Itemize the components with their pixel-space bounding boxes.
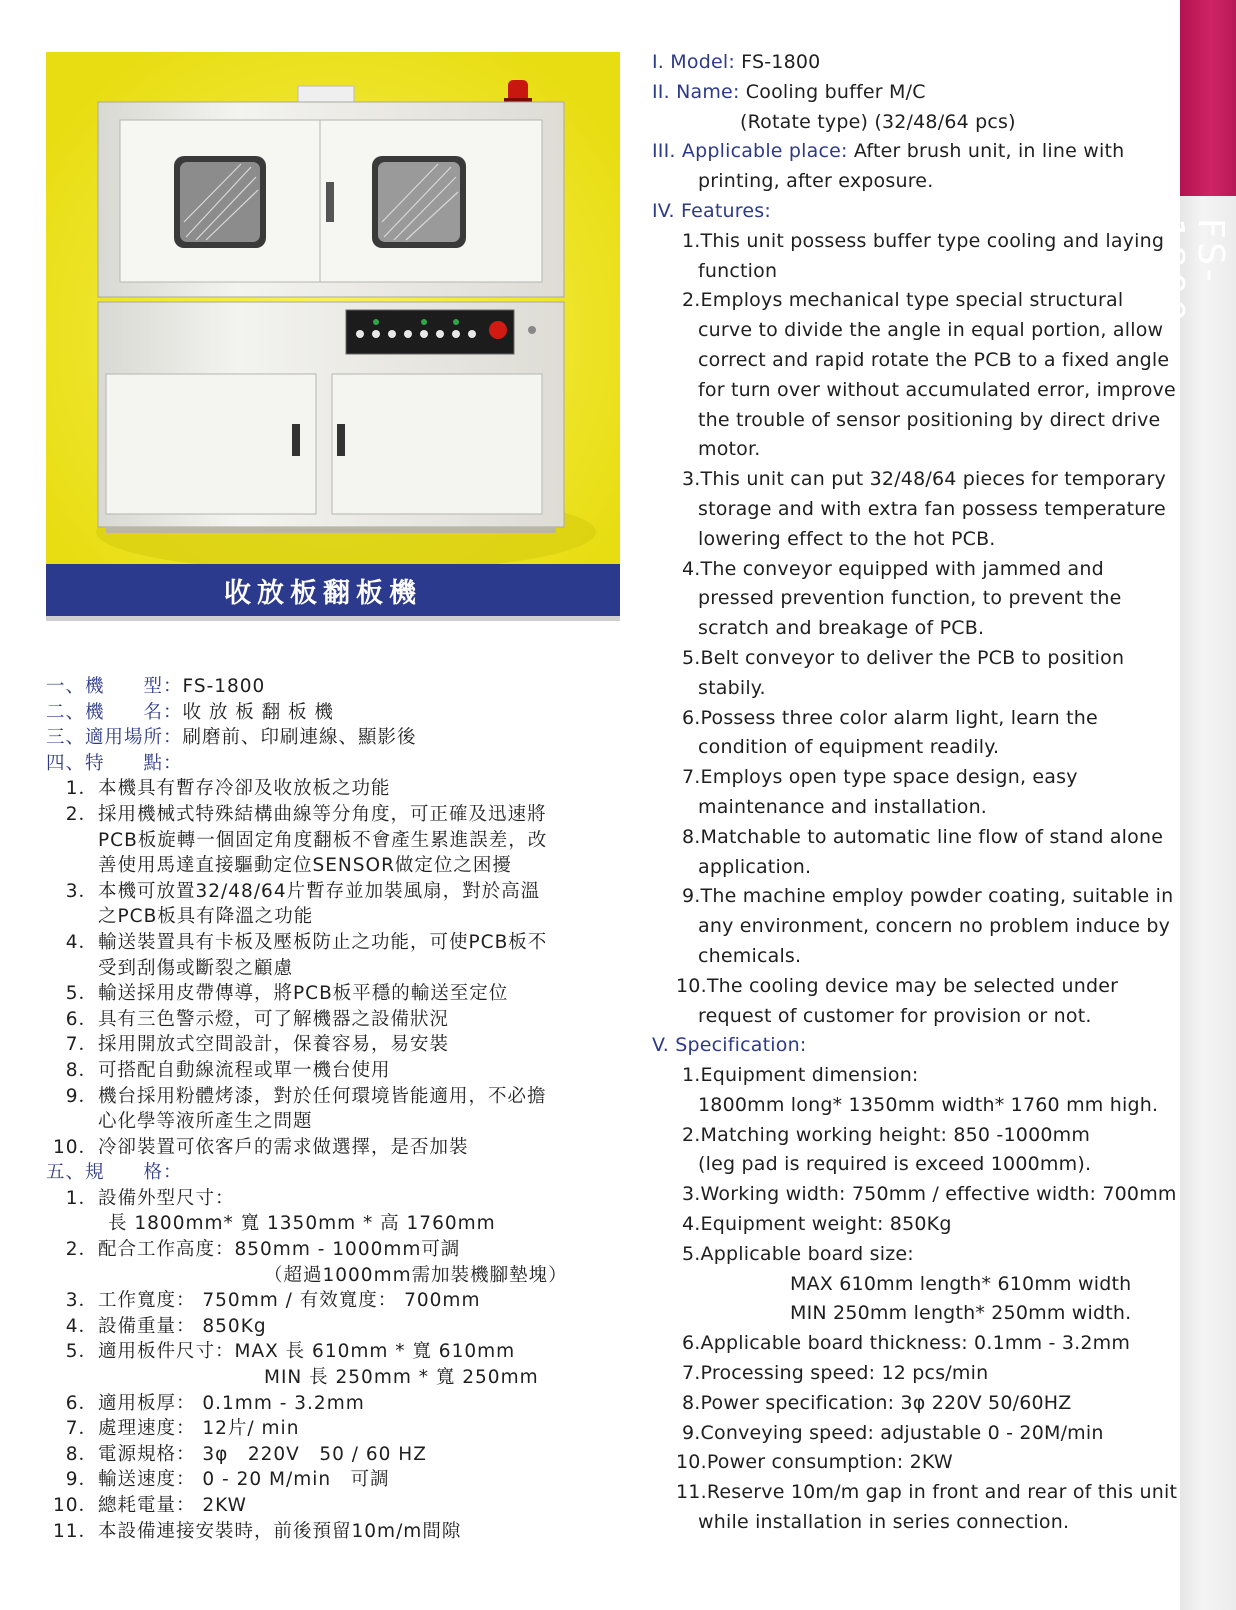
zh-feature-number: 10． bbox=[52, 1136, 98, 1158]
zh-spec-number: 6． bbox=[65, 1392, 98, 1414]
zh-spec-text: 電源規格： 3φ 220V 50 / 60 HZ bbox=[98, 1443, 427, 1465]
en-feature-text: lowering effect to the hot PCB. bbox=[698, 527, 996, 550]
zh-feature-text: 輸送裝置具有卡板及壓板防止之功能，可使PCB板不 bbox=[98, 931, 548, 953]
product-photo bbox=[46, 52, 620, 620]
zh-spec-text: 輸送速度： 0 - 20 M/min 可調 bbox=[98, 1469, 390, 1491]
en-feature-text: any environment, concern no problem induce by bbox=[698, 915, 1171, 938]
en-spec-number: 6. bbox=[682, 1332, 701, 1355]
side-band-accent bbox=[1180, 0, 1236, 196]
en-model-label: I. Model: bbox=[652, 51, 735, 73]
en-feature-text: maintenance and installation. bbox=[698, 795, 988, 818]
zh-feature-number: 5． bbox=[65, 983, 98, 1005]
en-name-value-2: (Rotate type) (32/48/64 pcs) bbox=[740, 110, 1016, 133]
zh-model-value: FS-1800 bbox=[182, 676, 266, 697]
en-name-label: II. Name: bbox=[652, 80, 740, 103]
zh-spec-text: 設備外型尺寸： bbox=[98, 1187, 235, 1209]
caption-text: 收放板翻板機 bbox=[224, 577, 422, 609]
side-model-label: FS-1800 bbox=[1150, 218, 1231, 326]
en-spec-text: Matching working height: 850 -1000mm bbox=[700, 1123, 1091, 1146]
en-spec-text: Conveying speed: adjustable 0 - 20M/min bbox=[700, 1421, 1104, 1444]
en-name-row bbox=[652, 78, 1180, 108]
en-place-label: III. Applicable place: bbox=[652, 140, 848, 163]
en-feature-text: The conveyor equipped with jammed and bbox=[700, 557, 1104, 580]
zh-model-label: 一、機 型： bbox=[46, 676, 183, 697]
en-feature-text: Employs open type space design, easy bbox=[700, 766, 1078, 789]
en-feature-text: stabily. bbox=[698, 676, 766, 699]
en-name-row-2 bbox=[652, 108, 1180, 138]
en-model-value: FS-1800 bbox=[734, 51, 821, 73]
en-spec-text: Equipment weight: 850Kg bbox=[700, 1213, 952, 1236]
zh-feature-number: 8． bbox=[65, 1059, 98, 1081]
zh-spec-number: 5． bbox=[65, 1341, 98, 1363]
en-spec-text: Processing speed: 12 pcs/min bbox=[700, 1362, 989, 1385]
en-spec-text: Applicable board thickness: 0.1mm - 3.2mm bbox=[700, 1332, 1131, 1355]
en-spec-text: Equipment dimension: bbox=[700, 1064, 919, 1087]
en-spec-number: 5. bbox=[682, 1242, 701, 1265]
en-spec-number: 11. bbox=[676, 1481, 707, 1504]
zh-spec-number: 11． bbox=[52, 1520, 98, 1542]
en-place-row-2 bbox=[652, 167, 1180, 197]
zh-spec-text: MIN 長 250mm * 寬 250mm bbox=[264, 1367, 539, 1389]
zh-spec-number: 10． bbox=[52, 1495, 98, 1516]
zh-spec-text: 適用板厚： 0.1mm - 3.2mm bbox=[98, 1392, 365, 1414]
en-spec-number: 2. bbox=[682, 1123, 701, 1146]
en-spec-text: Working width: 750mm / effective width: 700mm bbox=[700, 1183, 1177, 1206]
zh-feature-number: 7． bbox=[65, 1034, 98, 1056]
en-spec-text: MAX 610mm length* 610mm width bbox=[790, 1272, 1132, 1295]
en-feature-text: chemicals. bbox=[698, 944, 802, 967]
en-spec-text: Power specification: 3φ 220V 50/60HZ bbox=[700, 1391, 1072, 1414]
zh-features-heading bbox=[46, 751, 646, 777]
zh-feature-number: 6． bbox=[65, 1008, 98, 1030]
zh-spec-number: 3． bbox=[65, 1290, 98, 1312]
en-feature-text: Matchable to automatic line flow of stand alone bbox=[700, 825, 1164, 848]
machine-illustration bbox=[46, 52, 620, 620]
en-feature-text: This unit can put 32/48/64 pieces for temporary bbox=[700, 468, 1166, 491]
zh-spec-number: 9． bbox=[65, 1469, 98, 1491]
zh-spec-text: 工作寬度： 750mm / 有效寬度： 700mm bbox=[98, 1290, 481, 1312]
zh-feature-text: 心化學等液所產生之問題 bbox=[98, 1111, 313, 1133]
en-spec-text: MIN 250mm length* 250mm width. bbox=[790, 1302, 1132, 1325]
zh-spec-heading bbox=[46, 1160, 646, 1186]
zh-feature-text: 本機具有暫存冷卻及收放板之功能 bbox=[98, 778, 391, 800]
en-spec-text: while installation in series connection. bbox=[698, 1511, 1070, 1534]
en-spec-text: 1800mm long* 1350mm width* 1760 mm high. bbox=[698, 1093, 1159, 1116]
en-spec-number: 10. bbox=[676, 1451, 707, 1474]
en-feature-number: 10. bbox=[676, 974, 707, 997]
en-spec-text: (leg pad is required is exceed 1000mm). bbox=[698, 1153, 1092, 1176]
zh-feature-text: 善使用馬達直接驅動定位SENSOR做定位之困擾 bbox=[98, 855, 512, 877]
zh-spec-text: 長 1800mm* 寬 1350mm * 高 1760mm bbox=[108, 1213, 496, 1235]
zh-spec-text: 本設備連接安裝時，前後預留10m/m間隙 bbox=[98, 1520, 462, 1542]
en-model-row bbox=[652, 48, 1180, 78]
zh-name-label: 二、機 名： bbox=[46, 701, 183, 723]
zh-model-row bbox=[46, 674, 646, 700]
en-spec-number: 1. bbox=[682, 1064, 701, 1087]
zh-feature-text: 本機可放置32/48/64片暫存並加裝風扇，對於高溫 bbox=[98, 880, 541, 902]
en-place-row bbox=[652, 137, 1180, 167]
en-feature-number: 2. bbox=[682, 289, 701, 312]
en-place-value-2: printing, after exposure. bbox=[698, 170, 934, 193]
zh-spec-text: 總耗電量： 2KW bbox=[98, 1495, 247, 1516]
en-feature-number: 9. bbox=[682, 885, 701, 908]
en-features-heading bbox=[652, 197, 1180, 227]
zh-feature-text: PCB板旋轉一個固定角度翻板不會產生累進誤差，改 bbox=[98, 829, 548, 851]
en-spec-text: Reserve 10m/m gap in front and rear of this unit bbox=[706, 1481, 1178, 1504]
zh-spec-text: 設備重量： 850Kg bbox=[98, 1315, 267, 1337]
zh-spec-label: 五、規 格： bbox=[46, 1162, 183, 1184]
en-spec-number: 8. bbox=[682, 1391, 701, 1414]
en-feature-text: condition of equipment readily. bbox=[698, 736, 1000, 759]
en-feature-text: The cooling device may be selected under bbox=[706, 974, 1119, 997]
zh-spec-text: 處理速度： 12片/ min bbox=[98, 1418, 300, 1440]
en-feature-text: storage and with extra fan possess temperature bbox=[698, 497, 1166, 520]
zh-name-value: 收 放 板 翻 板 機 bbox=[182, 701, 334, 723]
zh-place-label: 三、適用場所： bbox=[46, 727, 183, 749]
en-feature-text: request of customer for provision or not. bbox=[698, 1004, 1092, 1027]
zh-spec-text: （超過1000mm需加裝機腳墊塊） bbox=[264, 1264, 568, 1286]
zh-spec-number: 7． bbox=[65, 1418, 98, 1440]
zh-feature-text: 具有三色警示燈，可了解機器之設備狀況 bbox=[98, 1008, 450, 1030]
en-feature-text: function bbox=[698, 259, 778, 282]
zh-feature-number: 1． bbox=[65, 778, 98, 800]
zh-feature-text: 之PCB板具有降溫之功能 bbox=[98, 906, 314, 928]
en-feature-number: 1. bbox=[682, 229, 701, 252]
en-feature-text: for turn over without accumulated error, improve bbox=[698, 378, 1176, 401]
en-feature-text: pressed prevention function, to prevent the bbox=[698, 587, 1122, 610]
en-spec-heading bbox=[652, 1031, 1180, 1061]
en-spec-number: 3. bbox=[682, 1183, 701, 1206]
en-feature-text: the trouble of sensor positioning by direct drive bbox=[698, 408, 1161, 431]
zh-feature-text: 採用機械式特殊結構曲線等分角度，可正確及迅速將 bbox=[98, 803, 547, 825]
en-spec-label: V. Specification: bbox=[652, 1034, 807, 1057]
en-feature-number: 4. bbox=[682, 557, 701, 580]
zh-feature-number: 4． bbox=[65, 931, 98, 953]
zh-features-label: 四、特 點： bbox=[46, 752, 183, 774]
zh-feature-text: 可搭配自動線流程或單一機台使用 bbox=[98, 1059, 391, 1081]
zh-feature-text: 受到刮傷或斷裂之顧慮 bbox=[98, 957, 294, 979]
zh-spec-number: 1． bbox=[65, 1187, 98, 1209]
en-feature-text: curve to divide the angle in equal portion, allow bbox=[698, 319, 1164, 342]
en-feature-text: Possess three color alarm light, learn the bbox=[700, 706, 1098, 729]
en-spec-number: 7. bbox=[682, 1362, 701, 1385]
chinese-spec bbox=[46, 674, 646, 1544]
zh-feature-number: 2． bbox=[65, 803, 98, 825]
en-feature-number: 5. bbox=[682, 646, 701, 669]
zh-feature-text: 採用開放式空間設計，保養容易，易安裝 bbox=[98, 1034, 450, 1056]
zh-place-value: 刷磨前、印刷連線、顯影後 bbox=[182, 727, 417, 749]
en-feature-text: Employs mechanical type special structural bbox=[700, 289, 1124, 312]
en-feature-text: This unit possess buffer type cooling and laying bbox=[700, 229, 1165, 252]
en-feature-text: motor. bbox=[698, 438, 761, 461]
en-spec-text: Power consumption: 2KW bbox=[706, 1451, 953, 1474]
zh-feature-text: 機台採用粉體烤漆，對於任何環境皆能適用，不必擔 bbox=[98, 1085, 547, 1107]
en-name-value: Cooling buffer M/C bbox=[739, 80, 926, 103]
en-feature-text: correct and rapid rotate the PCB to a fixed angle bbox=[698, 348, 1170, 371]
zh-spec-text: 配合工作高度：850mm - 1000mm可調 bbox=[98, 1239, 461, 1261]
en-feature-text: Belt conveyor to deliver the PCB to position bbox=[700, 646, 1125, 669]
en-feature-number: 7. bbox=[682, 766, 701, 789]
en-feature-number: 3. bbox=[682, 468, 701, 491]
zh-name-row bbox=[46, 700, 646, 726]
en-feature-number: 8. bbox=[682, 825, 701, 848]
english-spec bbox=[652, 48, 1180, 1538]
en-features-label: IV. Features: bbox=[652, 199, 771, 222]
zh-spec-text: 適用板件尺寸：MAX 長 610mm * 寬 610mm bbox=[98, 1341, 516, 1363]
en-feature-number: 6. bbox=[682, 706, 701, 729]
zh-feature-number: 3． bbox=[65, 880, 98, 902]
en-spec-number: 4. bbox=[682, 1213, 701, 1236]
en-spec-number: 9. bbox=[682, 1421, 701, 1444]
zh-spec-number: 2． bbox=[65, 1239, 98, 1261]
zh-feature-number: 9． bbox=[65, 1085, 98, 1107]
zh-spec-number: 4． bbox=[65, 1315, 98, 1337]
en-spec-text: Applicable board size: bbox=[700, 1242, 914, 1265]
en-feature-text: application. bbox=[698, 855, 812, 878]
en-feature-text: The machine employ powder coating, suitable in bbox=[700, 885, 1174, 908]
en-place-value: After brush unit, in line with bbox=[847, 140, 1125, 163]
control-panel bbox=[346, 310, 514, 354]
zh-place-row bbox=[46, 725, 646, 751]
en-feature-text: scratch and breakage of PCB. bbox=[698, 617, 985, 640]
zh-feature-text: 冷卻裝置可依客戶的需求做選擇，是否加裝 bbox=[98, 1136, 469, 1158]
caption-bar bbox=[46, 564, 620, 616]
zh-feature-text: 輸送採用皮帶傳導，將PCB板平穩的輸送至定位 bbox=[98, 983, 509, 1005]
zh-spec-number: 8． bbox=[65, 1443, 98, 1465]
